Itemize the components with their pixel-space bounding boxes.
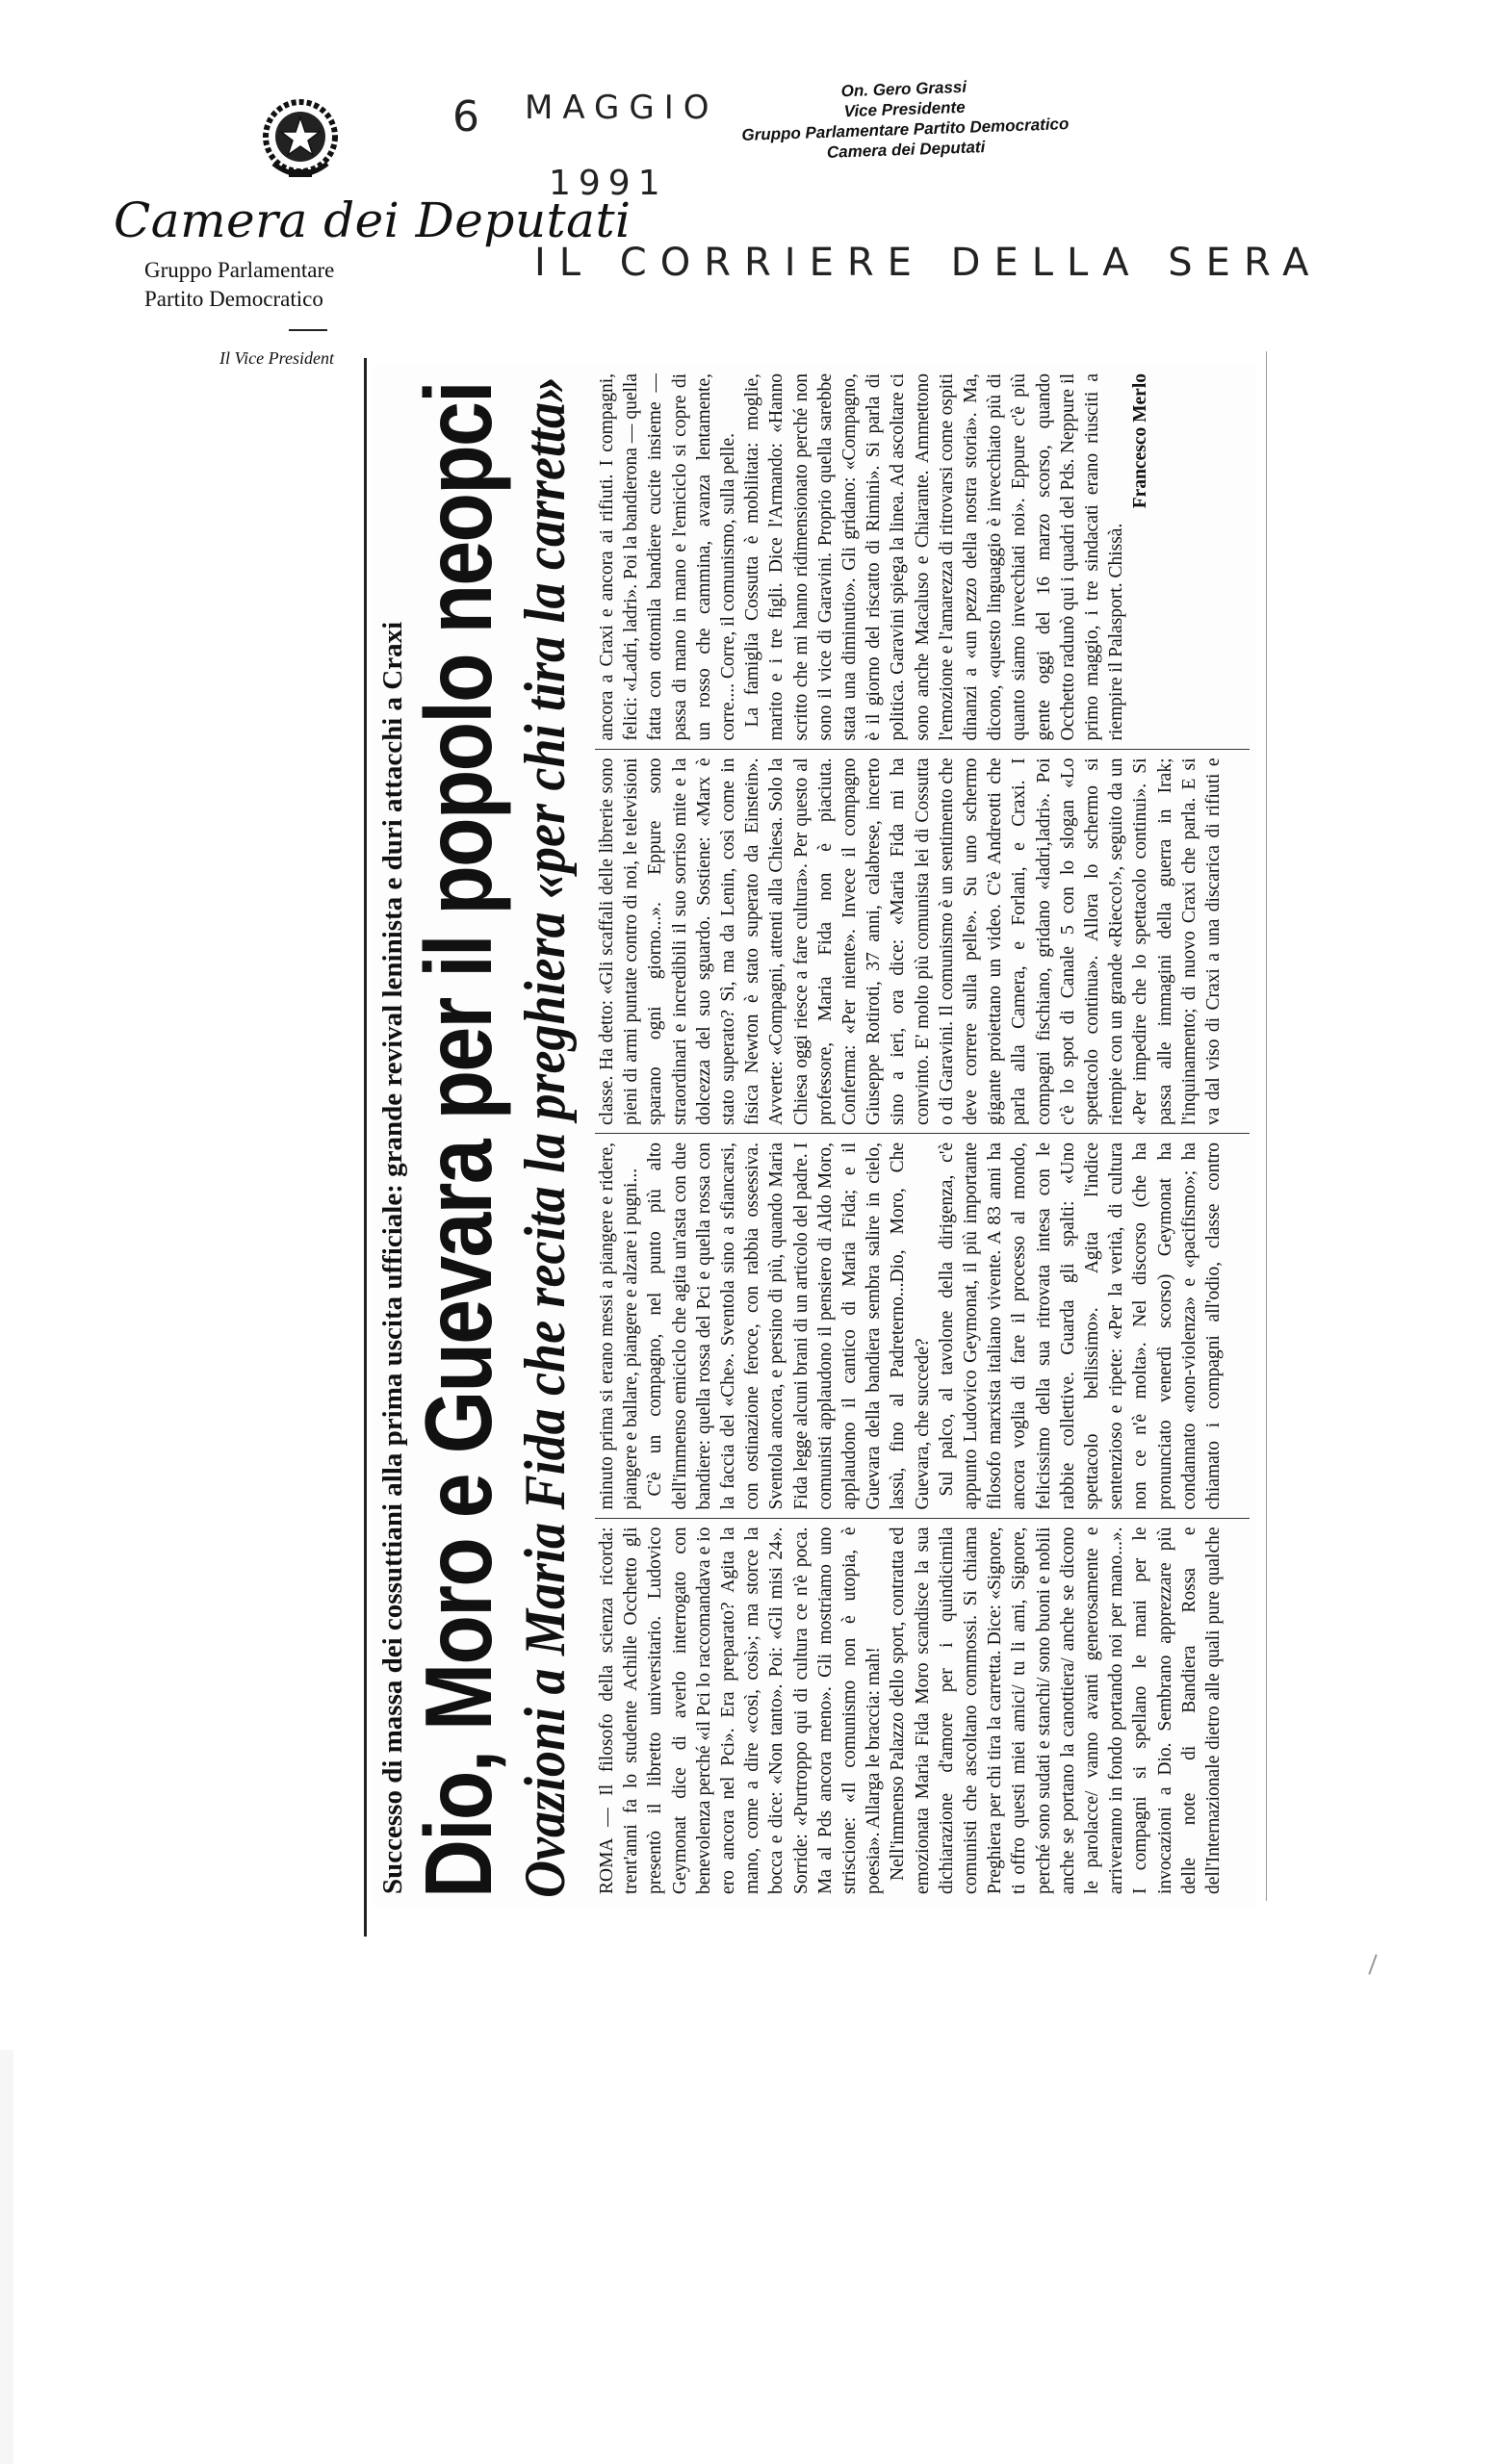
vice-president-label: Il Vice President (219, 348, 334, 368)
stamp-group: Gruppo Parlamentare Partito Democratico (741, 115, 1070, 144)
handwritten-date-month: MAGGIO (525, 89, 719, 127)
article-kicker: Successo di massa dei cossuttiani alla prima uscita ufficiale: grande revival leninista e duri attacchi a Craxi (377, 621, 408, 1894)
article-body (595, 373, 1250, 1894)
stamp-name: On. Gero Grassi (840, 77, 967, 101)
letterhead-rule (289, 329, 327, 331)
clipping-edge-left (364, 358, 367, 1937)
article-paragraph-2: Nell'immenso Palazzo dello sport, contratta ed emozionata Maria Fida Moro scandisce la sua dichiarazione d'amore per i quindicimila comunisti che ascoltano commossi. Si chiama Preghiera per chi tira la carretta. Dice: «Signore, ti offro questi miei amici/ tu li ami, Signore, perché sono sudati e stanchi/ sono buoni e nobili anche se portano la canottiera/ anche se dicono le parolacce/ vanno avanti generosamente e arriveranno in fondo portando noi per mano...». I compagni si spellano le mani per le invocazioni a Dio. Sembrano apprezzare più delle note di Bandiera Rossa e dell'Internazionale dietro alle quali pure qualche minuto prima si erano messi a piangere e ridere, piangere e ballare, piangere e alzare i pugni... (597, 1142, 1225, 1894)
article-headline: Dio, Moro e Guevara per il popolo neopci (405, 382, 511, 1898)
republic-emblem-icon (260, 96, 341, 183)
rotated-article (372, 366, 1257, 1906)
handwritten-year: 1991 (549, 164, 668, 203)
article-paragraph-4: Sul palco, al tavolone della dirigenza, c'è appunto Ludovico Geymonat, il più importante filosofo marxista italiano vivente. A 83 anni ha ancora voglia di fare il processo al mondo, felicissimo della sua ritrovata intesa con le rabbie collettive. Guarda gli spalti: «Uno spettacolo bellissimo». Agita l'indice sentenzioso e ripete: «Per la verità, di cultura non ce n'è molta». Nel discorso (che ha pronunciato venerdì scorso) Geymonat ha condannato «non-violenza» e «pacifismo»; ha chiamato i compagni all'odio, classe contro classe. Ha detto: «Gli scaffali delle librerie sono pieni di armi puntate contro di noi, le televisioni sparano ogni giorno...». Eppure sono straordinari e incredibili il suo sorriso mite e la dolcezza del suo sguardo. Sostiene: «Marx è stato superato? Sì, ma da Lenin, così come in fisica Newton è stato superato da Einstein». Avverte: «Compagni, attenti alla Chiesa. Solo la Chiesa oggi riesce a fare cultura». Per questo al professore, Maria Fida non è piaciuta. Conferma: «Per niente». Invece il compagno Giuseppe Rotiroti, 37 anni, calabrese, incerto sino a ieri, ora dice: «Maria Fida mi ha convinto. E' molto più comunista lei di Cossutta o di Garavini. Il comunismo è un sentimento che deve correre sulla pelle». Su uno schermo gigante proiettano un video. C'è Andreotti che parla alla Camera, e Forlani, e Craxi. I compagni fischiano, gridano «ladri,ladri». Poi c'è lo spot di Canale 5 con lo slogan «Lo spettacolo continua». Allora lo schermo si riempie con un grande «Riecco!», seguito da un «Per impedire che lo spettacolo continui». Si passa alle immagini della guerra in Irak; l'inquinamento; di nuovo Craxi che parla. E si va dal viso di Craxi a una discarica di rifiuti e ancora a Craxi e ancora ai rifiuti. I compagni, felici: «Ladri, ladri». Poi la bandierona — quella fatta con ottomila bandiere cucite insieme — passa di mano in mano e l'emiciclo si copre di un rosso che cammina, avanza lentamente, corre.... Corre, il comunismo, sulla pelle. (597, 373, 1225, 1510)
article-subhead: Ovazioni a Maria Fida che recita la preghiera «per chi tira la carretta» (513, 376, 577, 1898)
stamp-role: Vice Presidente (843, 97, 966, 121)
article-paragraph-5: La famiglia Cossutta è mobilitata: moglie, marito e i tre figli. Dice l'Armando: «Hanno scritto che mi hanno ridimensionato perché non sono il vice di Garavini. Proprio quella sarebbe stata una diminutio». Gli gridano: «Compagno, è il giorno del riscatto di Rimini». Si parla di politica. Garavini spiega la linea. Ad ascoltare ci sono anche Macaluso e Chiarante. Ammettono l'emozione e l'amarezza di ritrovarsi come ospiti dinanzi a «un pezzo della nostra storia». Ma, dicono, «questo linguaggio è invecchiato più di quanto siamo invecchiati noi». Eppure c'è più gente oggi del 16 marzo scorso, quando Occhetto radunò qui i quadri del Pds. Neppure il primo maggio, i tre sindacati erano riusciti a riempire il Palasport. Chissà. (742, 373, 1127, 741)
institution-title: Camera dei Deputati (114, 192, 632, 248)
handwritten-source: IL CORRIERE DELLA SERA (534, 241, 1323, 285)
clipping-edge-right (1266, 351, 1267, 1901)
article-paragraph-1: ROMA — Il filosofo della scienza ricorda: trent'anni fa lo studente Achille Occhetto gli presentò il libretto universitario. Ludovico Geymonat dice di averlo interrogato con benevolenza perché «il Pci lo raccomandava e io ero ancora nel Pci». Era preparato? Agita la mano, come a dire «così, così»; ma storce la bocca e dice: «Non tanto». Poi: «Gli misi 24». Sorride: «Purtroppo qui di cultura ce n'è poca. Ma al Pds ancora meno». Gli mostriamo uno striscione: «Il comunismo non è utopia, è poesia». Allarga le braccia: mah! (597, 1527, 885, 1894)
handwritten-date-day: 6 (452, 92, 483, 141)
newspaper-clipping (372, 366, 1257, 1906)
group-line-1: Gruppo Parlamentare (144, 258, 335, 282)
article-byline: Francesco Merlo (1130, 373, 1151, 509)
stamp-chamber: Camera dei Deputati (826, 138, 986, 162)
group-line-2: Partito Democratico (144, 287, 323, 311)
scan-edge-shadow (0, 2050, 13, 2464)
scan-mark (1368, 1954, 1377, 1974)
deputy-stamp (692, 71, 1119, 167)
article-paragraph-3: C'è un compagno, nel punto più alto dell'immenso emiciclo che agita un'asta con due bandiere: quella rossa del Pci e quella rossa con la faccia del «Che». Sventola sino a sfiancarsi, con ostinazione feroce, con rabbia ossessiva. Sventola ancora, e persino di più, quando Maria Fida legge alcuni brani di un articolo del padre. I comunisti applaudono il pensiero di Aldo Moro, applaudono il cantico di Maria Fida; e il Guevara della bandiera sembra salire in cielo, lassù, fino al Padreterno...Dio, Moro, Che Guevara, che succede? (645, 1142, 933, 1510)
